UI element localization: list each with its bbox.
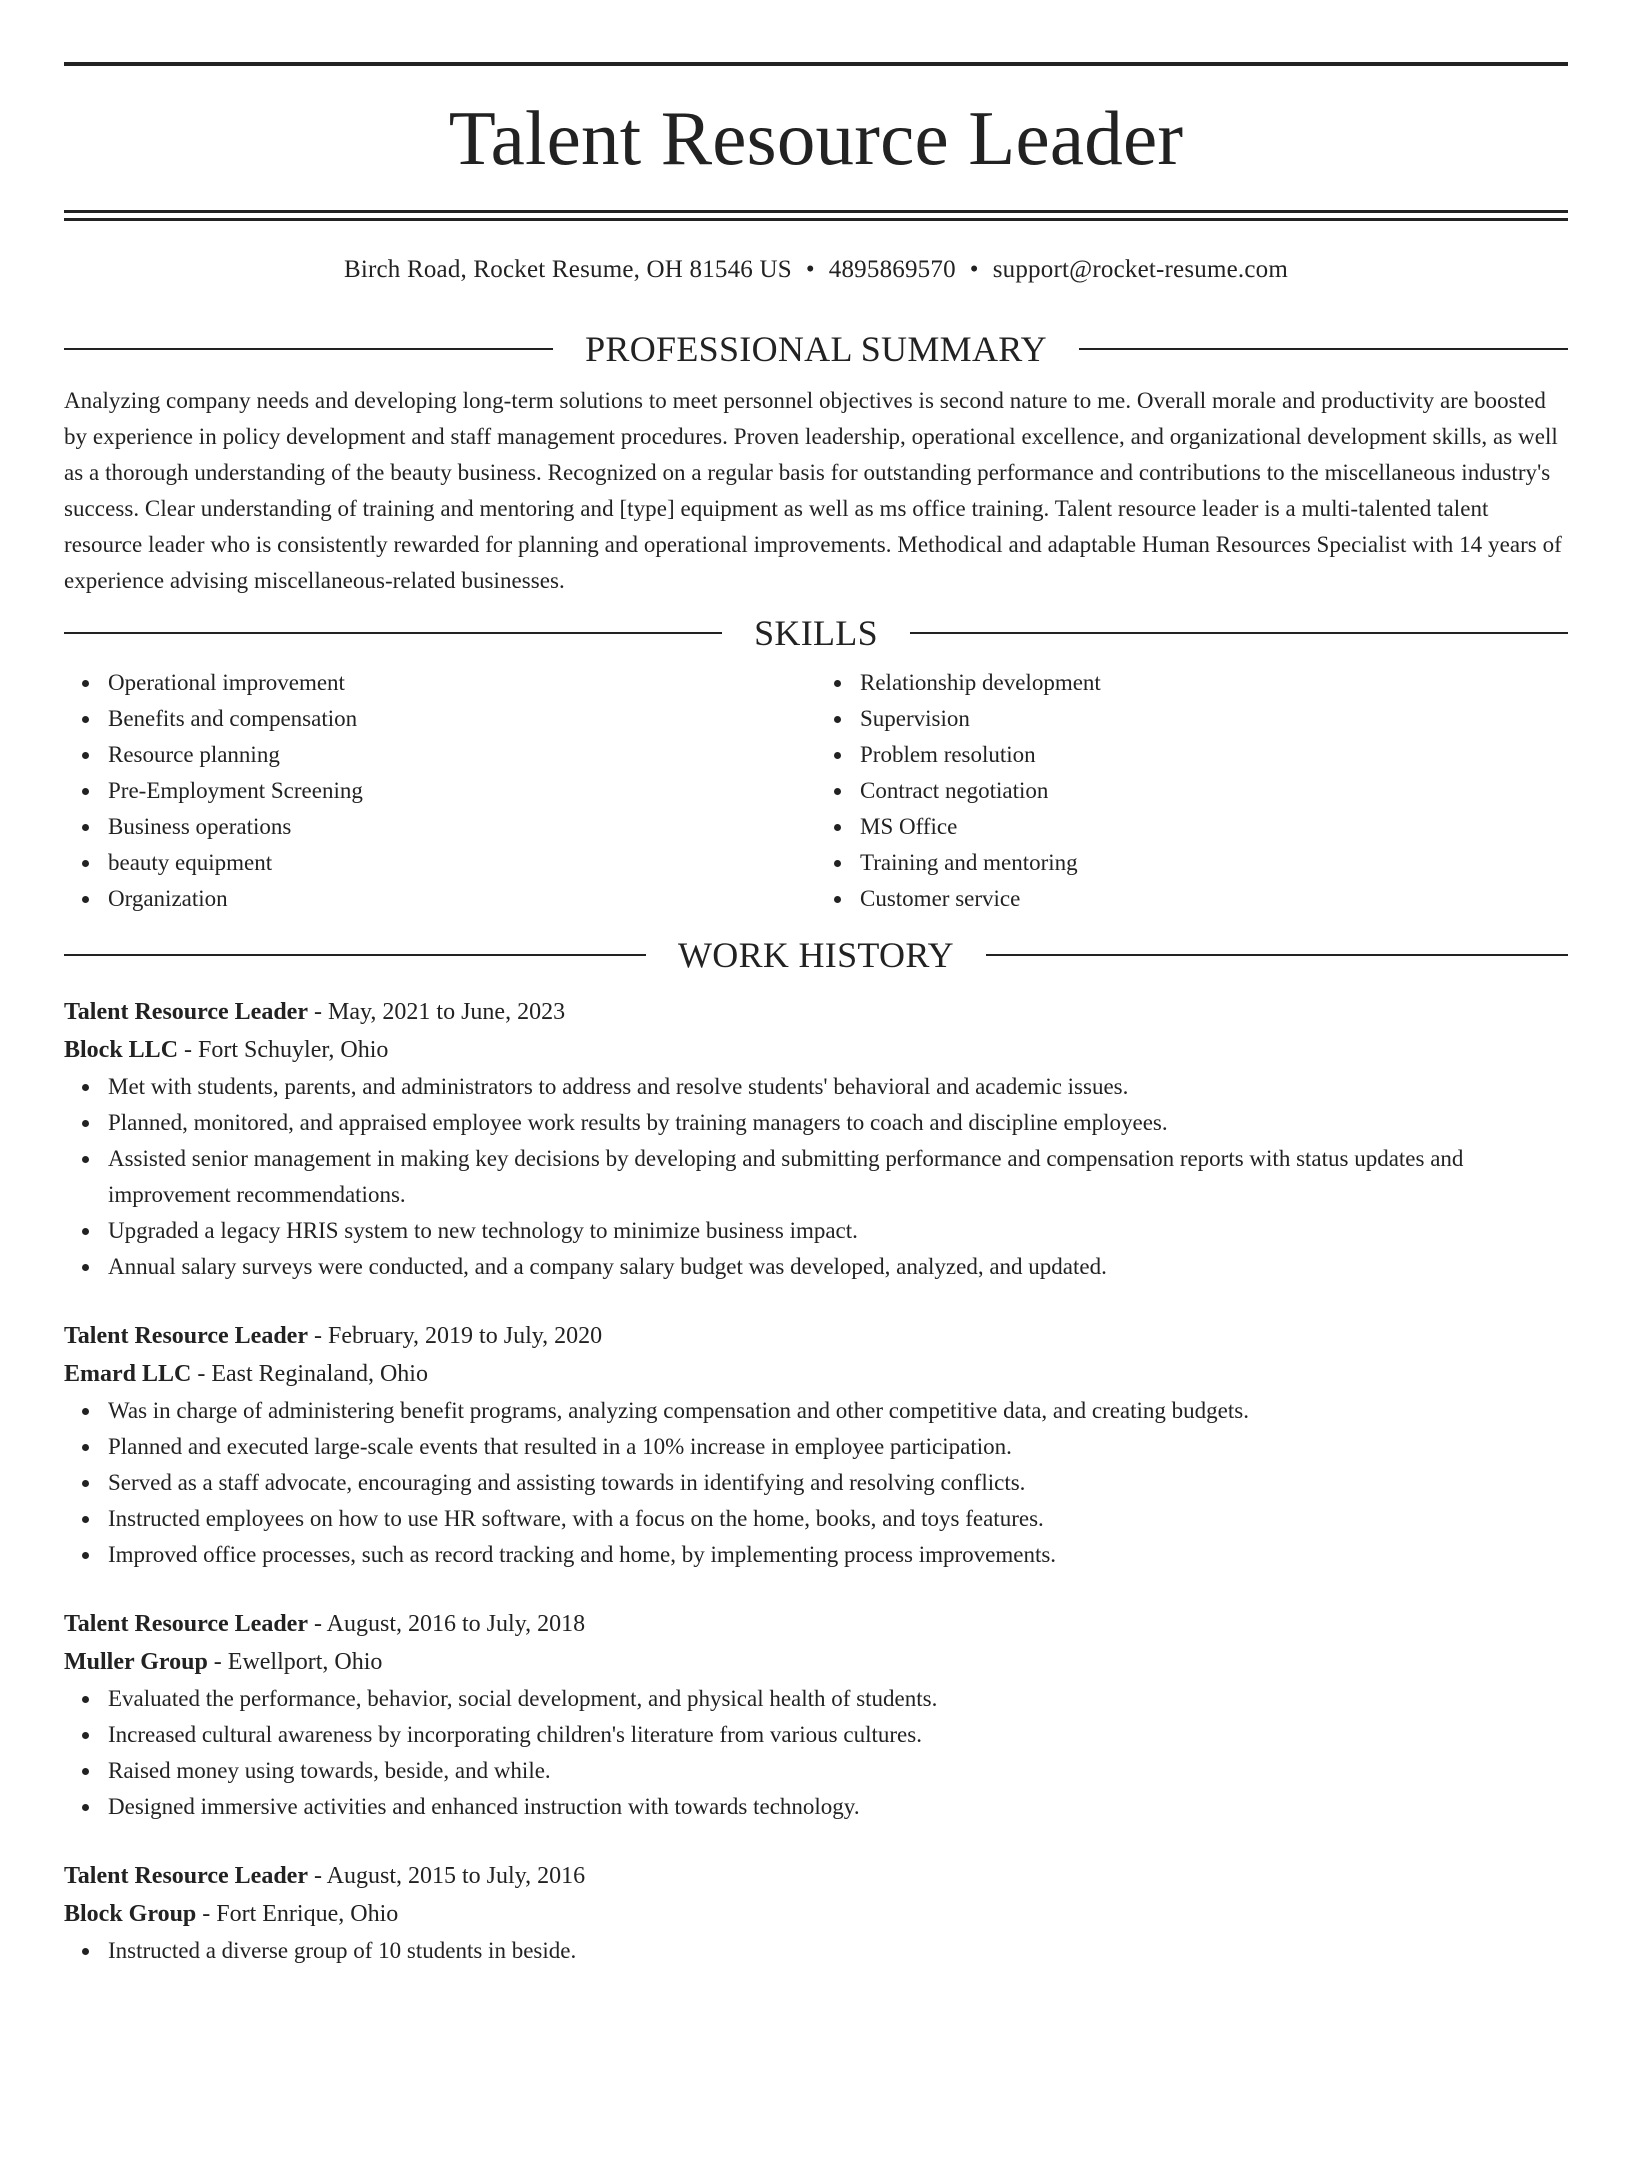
job-bullet: Upgraded a legacy HRIS system to new technology to minimize business impact. <box>108 1213 1568 1249</box>
skills-heading <box>64 613 1568 653</box>
skill-item: Relationship development <box>860 665 1568 701</box>
skills-column-right <box>816 665 1568 917</box>
resume-page <box>0 62 1632 2174</box>
heading-rule <box>64 632 722 634</box>
skill-item: Training and mentoring <box>860 845 1568 881</box>
heading-rule <box>986 954 1568 956</box>
job-bullet: Improved office processes, such as record tracking and home, by implementing process improvements. <box>108 1537 1568 1573</box>
summary-text: Analyzing company needs and developing long-term solutions to meet personnel objectives is second nature to me. Overall morale and productivity are boosted by experience in policy development and staff management procedures. Proven leadership, operational excellence, and organizational development skills, as well as a thorough understanding of the beauty business. Recognized on a regular basis for outstanding performance and contributions to the miscellaneous industry's success. Clear understanding of training and mentoring and [type] equipment as well as ms office training. Talent resource leader is a multi-talented talent resource leader who is consistently rewarded for planning and operational improvements. Methodical and adaptable Human Resources Specialist with 14 years of experience advising miscellaneous-related businesses. <box>64 388 1562 593</box>
job-location: - Fort Enrique, Ohio <box>196 1901 399 1927</box>
contact-address: Birch Road, Rocket Resume, OH 81546 US <box>343 256 792 283</box>
job-bullet: Designed immersive activities and enhanced instruction with towards technology. <box>108 1789 1568 1825</box>
job-company-line <box>64 1643 1568 1681</box>
job-location: - Ewellport, Ohio <box>207 1649 383 1675</box>
skills-list <box>64 665 1568 917</box>
job-entry <box>64 1857 1568 1969</box>
skill-item: Contract negotiation <box>860 773 1568 809</box>
contact-email: support@rocket-resume.com <box>992 256 1289 283</box>
job-title-line <box>64 1605 1568 1643</box>
job-dates: - February, 2019 to July, 2020 <box>307 1323 603 1349</box>
job-company: Muller Group <box>64 1649 208 1675</box>
job-bullet: Raised money using towards, beside, and while. <box>108 1753 1568 1789</box>
work-history-heading <box>64 935 1568 975</box>
resume-name: Talent Resource Leader <box>448 95 1184 181</box>
skill-item: Resource planning <box>108 737 816 773</box>
job-title: Talent Resource Leader <box>64 1863 308 1889</box>
job-bullet: Assisted senior management in making key decisions by developing and submitting performance and compensation reports with status updates and improvement recommendations. <box>108 1141 1568 1213</box>
heading-rule <box>1079 348 1568 350</box>
skill-item: Customer service <box>860 881 1568 917</box>
job-bullet: Planned, monitored, and appraised employee work results by training managers to coach and discipline employees. <box>108 1105 1568 1141</box>
job-bullets <box>64 1393 1568 1573</box>
job-company-line <box>64 1031 1568 1069</box>
job-dates: - May, 2021 to June, 2023 <box>307 999 566 1025</box>
job-title-line <box>64 993 1568 1031</box>
skill-item: Organization <box>108 881 816 917</box>
section-title: WORK HISTORY <box>678 935 954 975</box>
job-bullet: Increased cultural awareness by incorporating children's literature from various cultures. <box>108 1717 1568 1753</box>
skill-item: MS Office <box>860 809 1568 845</box>
section-title: PROFESSIONAL SUMMARY <box>585 329 1047 369</box>
job-company-line <box>64 1895 1568 1933</box>
job-entry <box>64 993 1568 1285</box>
contact-phone: 4895869570 <box>828 256 956 283</box>
job-bullet: Annual salary surveys were conducted, and a company salary budget was developed, analyzed, and updated. <box>108 1249 1568 1285</box>
job-title: Talent Resource Leader <box>64 1323 308 1349</box>
job-dates: - August, 2015 to July, 2016 <box>307 1863 586 1889</box>
job-bullet: Met with students, parents, and administrators to address and resolve students' behavioral and academic issues. <box>108 1069 1568 1105</box>
contact-line <box>64 255 1568 285</box>
skill-item: Pre-Employment Screening <box>108 773 816 809</box>
skill-item: Benefits and compensation <box>108 701 816 737</box>
job-company-line <box>64 1355 1568 1393</box>
job-bullet: Planned and executed large-scale events that resulted in a 10% increase in employee participation. <box>108 1429 1568 1465</box>
job-dates: - August, 2016 to July, 2018 <box>307 1611 586 1637</box>
summary-heading <box>64 329 1568 369</box>
job-title-line <box>64 1317 1568 1355</box>
job-entry <box>64 1317 1568 1573</box>
job-title: Talent Resource Leader <box>64 999 308 1025</box>
job-bullet: Evaluated the performance, behavior, social development, and physical health of students. <box>108 1681 1568 1717</box>
skill-item: beauty equipment <box>108 845 816 881</box>
skill-item: Business operations <box>108 809 816 845</box>
job-bullets <box>64 1069 1568 1285</box>
job-title-line <box>64 1857 1568 1895</box>
job-bullet: Instructed employees on how to use HR software, with a focus on the home, books, and toys features. <box>108 1501 1568 1537</box>
job-title: Talent Resource Leader <box>64 1611 308 1637</box>
job-bullet: Was in charge of administering benefit programs, analyzing compensation and other competitive data, and creating budgets. <box>108 1393 1568 1429</box>
job-location: - East Reginaland, Ohio <box>191 1361 428 1387</box>
job-bullets <box>64 1681 1568 1825</box>
skill-item: Supervision <box>860 701 1568 737</box>
skills-column-left <box>64 665 816 917</box>
top-rule <box>64 62 1568 66</box>
job-location: - Fort Schuyler, Ohio <box>178 1037 389 1063</box>
section-title: SKILLS <box>754 613 878 653</box>
skill-item: Operational improvement <box>108 665 816 701</box>
job-entry <box>64 1605 1568 1825</box>
job-bullet: Served as a staff advocate, encouraging and assisting towards in identifying and resolving conflicts. <box>108 1465 1568 1501</box>
heading-rule <box>64 954 646 956</box>
job-bullets <box>64 1933 1568 1969</box>
job-company: Block LLC <box>64 1037 179 1063</box>
heading-rule <box>910 632 1568 634</box>
contact-separator: • <box>969 256 979 283</box>
double-rule <box>64 210 1568 221</box>
job-bullet: Instructed a diverse group of 10 students in beside. <box>108 1933 1568 1969</box>
skill-item: Problem resolution <box>860 737 1568 773</box>
contact-separator: • <box>805 256 815 283</box>
job-company: Block Group <box>64 1901 197 1927</box>
heading-rule <box>64 348 553 350</box>
job-company: Emard LLC <box>64 1361 192 1387</box>
